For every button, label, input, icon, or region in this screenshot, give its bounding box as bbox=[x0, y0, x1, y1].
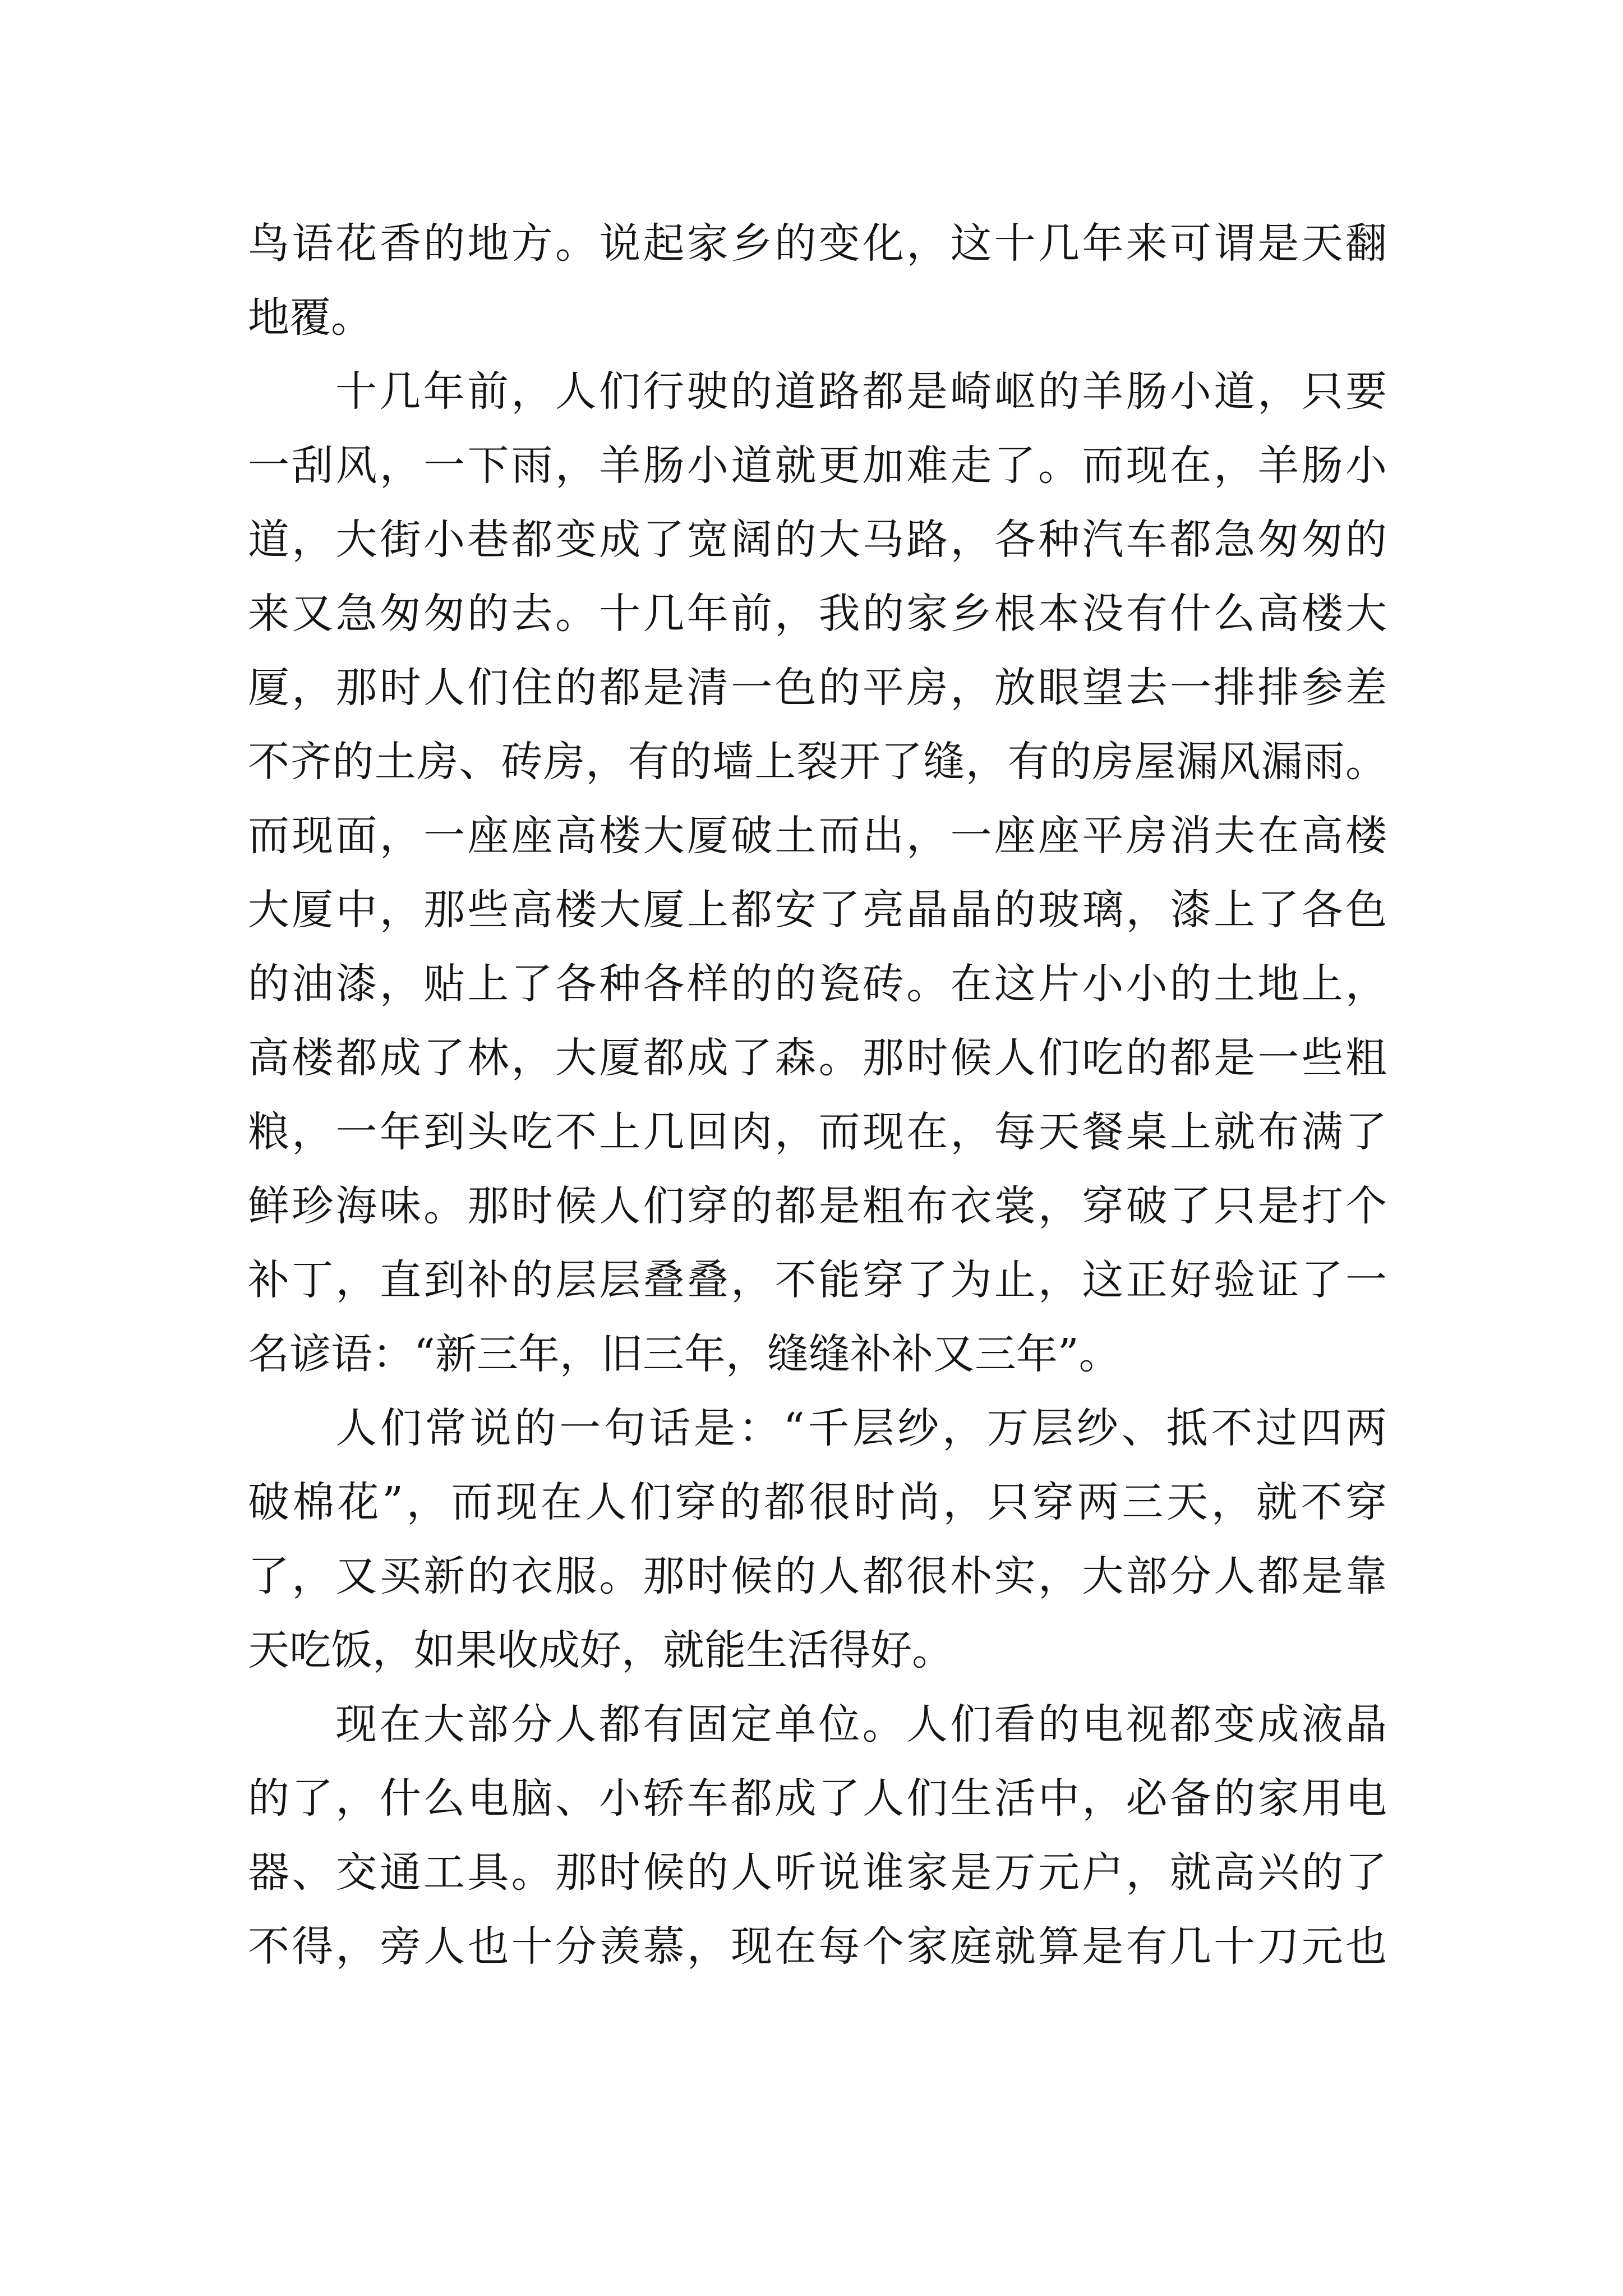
text-line: 的油漆，贴上了各种各样的的瓷砖。在这片小小的土地上， bbox=[248, 960, 1387, 1008]
text-line: 鸟语花香的地方。说起家乡的变化，这十几年来可谓是天翻 bbox=[248, 219, 1387, 268]
paragraph bbox=[248, 1391, 1387, 1687]
text-line: 器、交通工具。那时候的人听说谁家是万元户，就高兴的了 bbox=[248, 1848, 1387, 1897]
text-line: 一刮风，一下雨，羊肠小道就更加难走了。而现在，羊肠小 bbox=[248, 441, 1387, 490]
text-line: 粮，一年到头吃不上几回肉，而现在，每天餐桌上就布满了 bbox=[248, 1108, 1387, 1156]
text-line: 不得，旁人也十分羡慕，现在每个家庭就算是有几十刀元也 bbox=[248, 1922, 1387, 1971]
text-line: 来又急匆匆的去。十几年前，我的家乡根本没有什么高楼大 bbox=[248, 590, 1387, 638]
text-line: 名谚语：“新三年，旧三年，缝缝补补又三年”。 bbox=[248, 1330, 1121, 1378]
text-line: 鲜珍海味。那时候人们穿的都是粗布衣裳，穿破了只是打个 bbox=[248, 1182, 1387, 1230]
text-line: 了，又买新的衣服。那时候的人都很朴实，大部分人都是靠 bbox=[248, 1552, 1387, 1600]
text-line: 现在大部分人都有固定单位。人们看的电视都变成液晶 bbox=[335, 1700, 1387, 1749]
text-line: 道，大街小巷都变成了宽阔的大马路，各种汽车都急匆匆的 bbox=[248, 516, 1387, 564]
text-line: 高楼都成了林，大厦都成了森。那时候人们吃的都是一些粗 bbox=[248, 1034, 1387, 1082]
body-text bbox=[248, 206, 1387, 1984]
text-line: 而现面，一座座高楼大厦破土而出，一座座平房消夫在高楼 bbox=[248, 812, 1387, 860]
text-line: 的了，什么电脑、小轿车都成了人们生活中，必备的家用电 bbox=[248, 1774, 1387, 1823]
text-line: 地覆。 bbox=[248, 293, 372, 342]
text-line: 不齐的土房、砖房，有的墙上裂开了缝，有的房屋漏风漏雨。 bbox=[248, 738, 1387, 786]
text-line: 人们常说的一句话是：“千层纱，万层纱、抵不过四两 bbox=[335, 1404, 1387, 1452]
text-line: 大厦中，那些高楼大厦上都安了亮晶晶的玻璃，漆上了各色 bbox=[248, 886, 1387, 934]
text-line: 补丁，直到补的层层叠叠，不能穿了为止，这正好验证了一 bbox=[248, 1256, 1387, 1304]
paragraph bbox=[248, 1687, 1387, 1984]
paragraph bbox=[248, 206, 1387, 355]
text-line: 厦，那时人们住的都是清一色的平房，放眼望去一排排参差 bbox=[248, 664, 1387, 712]
text-line: 十几年前，人们行驶的道路都是崎岖的羊肠小道，只要 bbox=[335, 367, 1387, 416]
paragraph bbox=[248, 355, 1387, 1391]
text-line: 破棉花”，而现在人们穿的都很时尚，只穿两三天，就不穿 bbox=[248, 1478, 1387, 1526]
text-line: 天吃饭，如果收成好，就能生活得好。 bbox=[248, 1626, 953, 1674]
